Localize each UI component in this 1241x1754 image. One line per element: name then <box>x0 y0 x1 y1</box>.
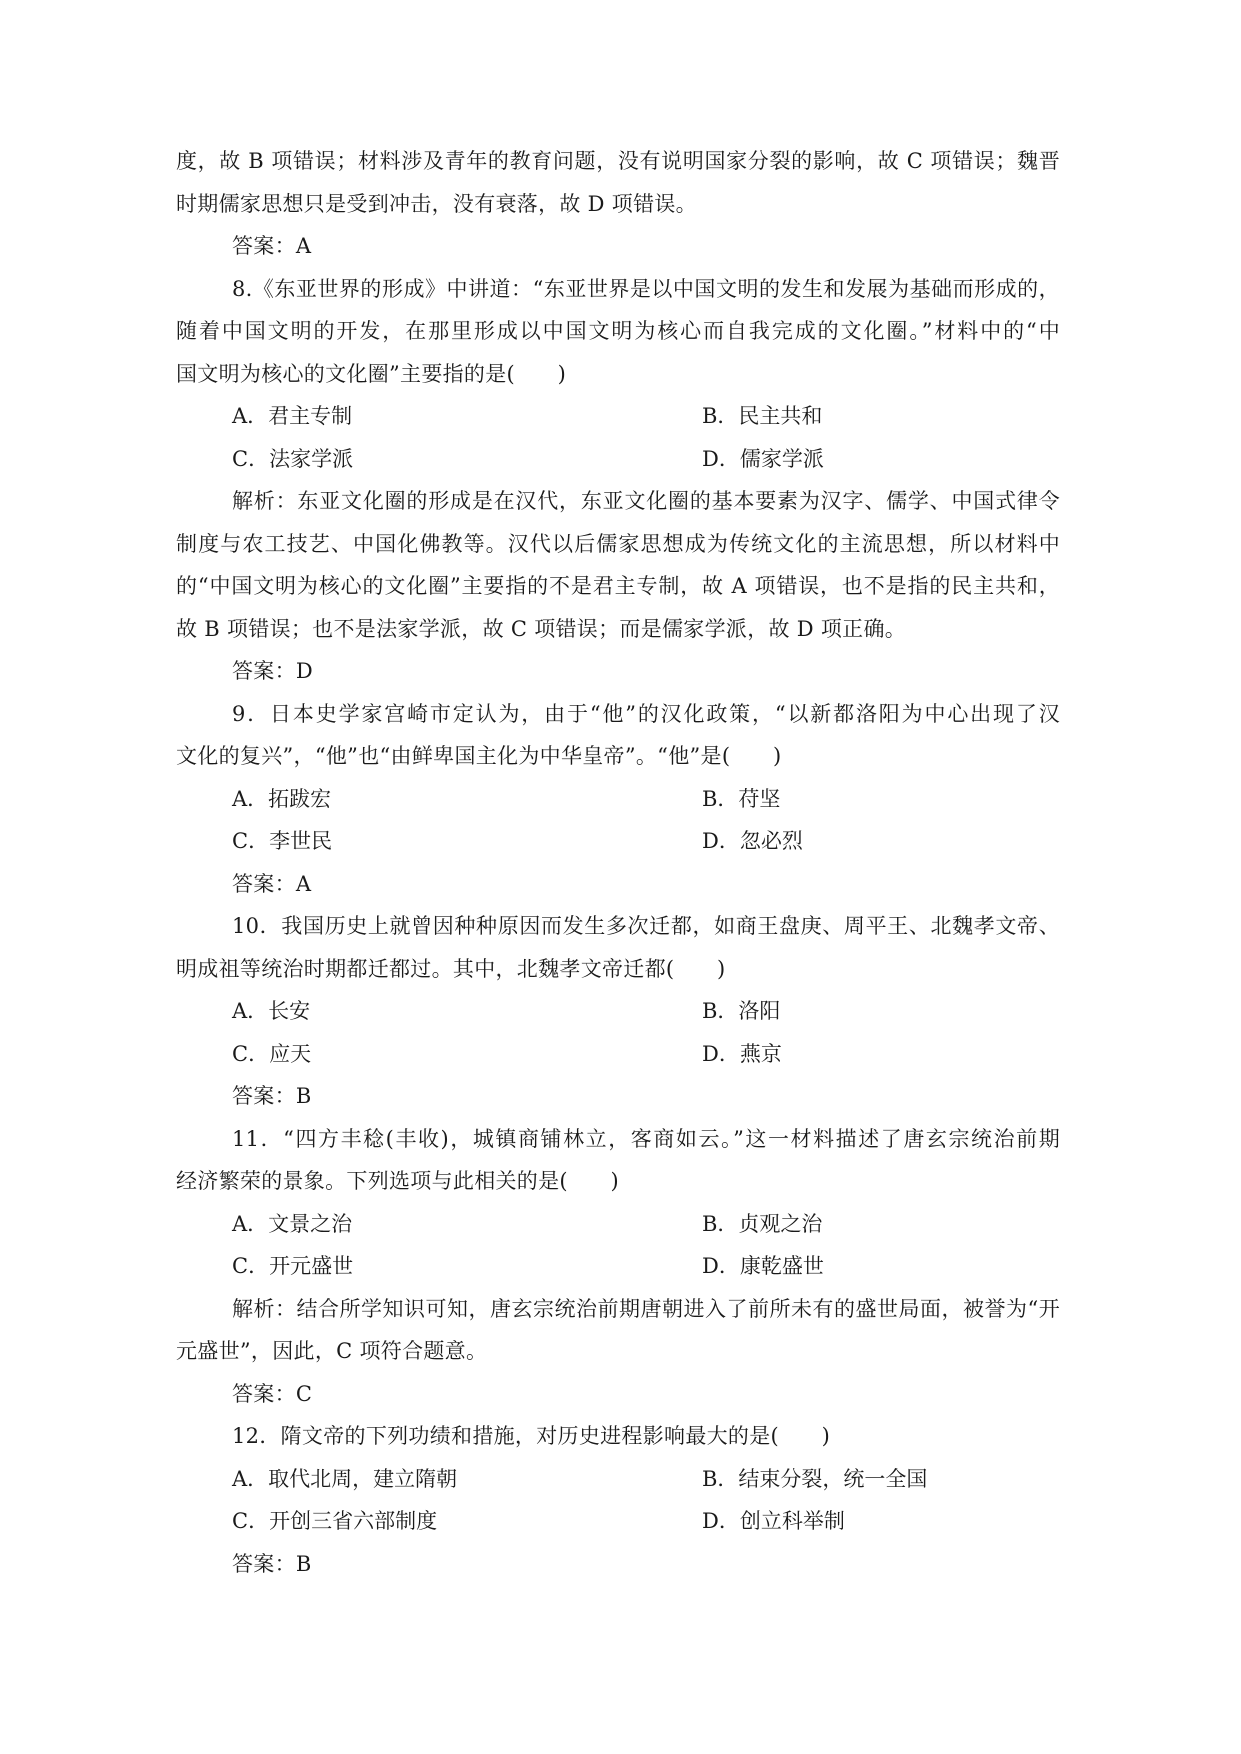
text-line: 答案：B <box>232 1084 312 1108</box>
text-line: 国文明为核心的文化圈”主要指的是( ) <box>176 361 567 386</box>
text-line: 度，故 B 项错误；材料涉及青年的教育问题，没有说明国家分裂的影响，故 C 项错误；魏晋 <box>176 149 1060 173</box>
options-row <box>176 990 1060 1033</box>
option-left: A．取代北周，建立隋朝 <box>232 1466 458 1491</box>
option-left: C．开元盛世 <box>232 1254 354 1278</box>
text-line: 11．“四方丰稔(丰收)，城镇商铺林立，客商如云。”这一材料描述了唐玄宗统治前期 <box>232 1126 1060 1151</box>
option-right: B．民主共和 <box>702 404 823 428</box>
text-line: 12．隋文帝的下列功绩和措施，对历史进程影响最大的是( ) <box>232 1424 831 1448</box>
option-left: C．应天 <box>232 1041 312 1066</box>
options-row <box>176 1245 1060 1288</box>
options-row <box>176 1458 1060 1501</box>
options-row <box>176 1033 1060 1076</box>
text-line: 时期儒家思想只是受到冲击，没有衰落，故 D 项错误。 <box>176 191 697 216</box>
text-line: 9．日本史学家宫崎市定认为，由于“他”的汉化政策，“以新都洛阳为中心出现了汉 <box>232 701 1060 726</box>
text-line: 故 B 项错误；也不是法家学派，故 C 项错误；而是儒家学派，故 D 项正确。 <box>176 616 907 641</box>
text-line: 制度与农工技艺、中国化佛教等。汉代以后儒家思想成为传统文化的主流思想，所以材料中 <box>176 531 1060 556</box>
option-right: B．贞观之治 <box>702 1211 823 1236</box>
options-row <box>176 820 1060 863</box>
option-left: A．拓跋宏 <box>232 786 332 811</box>
text-line: 答案：D <box>232 659 314 683</box>
text-line: 元盛世”，因此，C 项符合题意。 <box>176 1339 488 1363</box>
text-line: 答案：A <box>232 871 312 896</box>
text-line: 经济繁荣的景象。下列选项与此相关的是( ) <box>176 1169 619 1193</box>
options-row <box>176 395 1060 438</box>
option-right: B．结束分裂，统一全国 <box>702 1466 928 1491</box>
text-line: 8.《东亚世界的形成》中讲道：“东亚世界是以中国文明的发生和发展为基础而形成的， <box>232 276 1060 301</box>
text-line: 明成祖等统治时期都迁都过。其中，北魏孝文帝迁都( ) <box>176 956 726 981</box>
option-right: D．忽必烈 <box>702 829 803 853</box>
text-line: 答案：A <box>232 234 312 258</box>
option-right: D．儒家学派 <box>702 446 824 471</box>
text-line: 的“中国文明为核心的文化圈”主要指的不是君主专制，故 A 项错误，也不是指的民主共和， <box>176 574 1060 598</box>
text-line: 文化的复兴”，“他”也“由鲜卑国主化为中华皇帝”。“他”是( ) <box>176 744 782 768</box>
text-line: 答案：B <box>232 1551 312 1576</box>
options-row <box>176 1203 1060 1246</box>
text-line: 10．我国历史上就曾因种种原因而发生多次迁都，如商王盘庚、周平王、北魏孝文帝、 <box>232 914 1060 938</box>
option-right: D．创立科举制 <box>702 1509 845 1533</box>
option-left: C．开创三省六部制度 <box>232 1509 438 1533</box>
option-right: B．洛阳 <box>702 999 781 1023</box>
text-line: 答案：C <box>232 1381 313 1406</box>
option-left: A．文景之治 <box>232 1211 353 1236</box>
option-left: C．李世民 <box>232 829 333 853</box>
option-right: D．康乾盛世 <box>702 1254 824 1278</box>
options-row <box>176 1500 1060 1543</box>
option-right: D．燕京 <box>702 1041 782 1066</box>
option-left: A．长安 <box>232 999 311 1023</box>
text-line: 解析：结合所学知识可知，唐玄宗统治前期唐朝进入了前所未有的盛世局面，被誉为“开 <box>232 1296 1060 1321</box>
options-row <box>176 778 1060 821</box>
options-row <box>176 438 1060 481</box>
option-left: C．法家学派 <box>232 446 354 471</box>
option-left: A．君主专制 <box>232 404 353 428</box>
text-line: 解析：东亚文化圈的形成是在汉代，东亚文化圈的基本要素为汉字、儒学、中国式律令 <box>232 489 1060 513</box>
document-page <box>176 140 1060 1585</box>
text-line: 随着中国文明的开发，在那里形成以中国文明为核心而自我完成的文化圈。”材料中的“中 <box>176 319 1060 343</box>
option-right: B．苻坚 <box>702 786 781 811</box>
